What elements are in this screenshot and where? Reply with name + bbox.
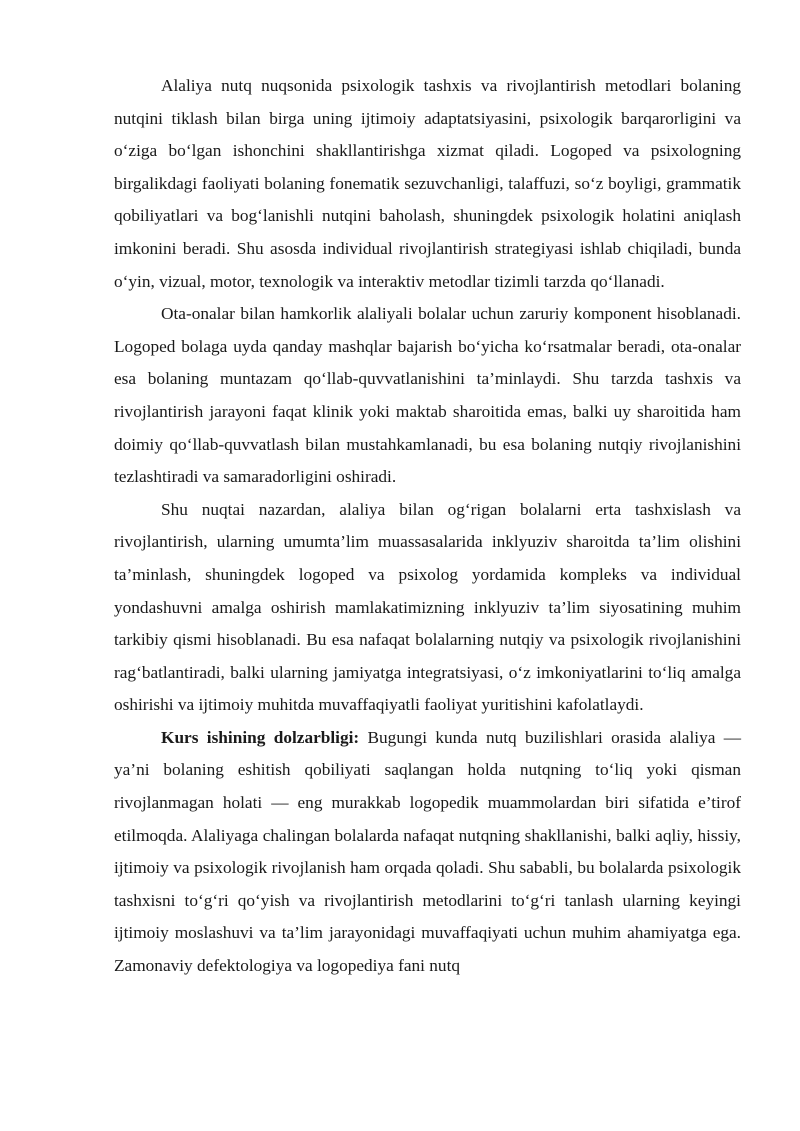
document-page bbox=[114, 70, 741, 983]
relevance-text: Bugungi kunda nutq buzilishlari orasida alaliya — ya’ni bolaning eshitish qobiliyati saqlangan holda nutqning to‘liq yoki qisman rivojlanmagan holati — eng murakkab logopedik muammolardan biri sifatida e’tirof etilmoqda. Alaliyaga chalingan bolalarda nafaqat nutqning shakllanishi, balki aqliy, hissiy, ijtimoiy va psixologik rivojlanish ham orqada qoladi. Shu sababli, bu bolalarda psixologik tashxisni to‘g‘ri qo‘yish va rivojlantirish metodlarini to‘g‘ri tanlash ularning keyingi ijtimoiy moslashuvi va ta’lim jarayonidagi muvaffaqiyati uchun muhim ahamiyatga ega. Zamonaviy defektologiya va logopediya fani nutq bbox=[114, 727, 741, 976]
paragraph-diagnosis-methods: Alaliya nutq nuqsonida psixologik tashxis va rivojlantirish metodlari bolaning nutqini tiklash bilan birga uning ijtimoiy adaptatsiyasini, psixologik barqarorligini va o‘ziga bo‘lgan ishonchini shakllantirishga xizmat qiladi. Logoped va psixologning birgalikdagi faoliyati bolaning fonematik sezuvchanligi, talaffuzi, so‘z boyligi, grammatik qobiliyatlari va bog‘lanishli nutqini baholash, shuningdek psixologik holatini aniqlash imkonini beradi. Shu asosda individual rivojlantirish strategiyasi ishlab chiqiladi, bunda o‘yin, vizual, motor, texnologik va interaktiv metodlar tizimli tarzda qo‘llanadi. bbox=[114, 76, 741, 291]
paragraph-inclusive-education: Shu nuqtai nazardan, alaliya bilan og‘rigan bolalarni erta tashxislash va rivojlantirish, ularning umumta’lim muassasalarida inklyuziv sharoitda ta’lim olishini ta’minlash, shuningdek logoped va psixolog yordamida kompleks va individual yondashuvni amalga oshirish mamlakatimizning inklyuziv ta’lim siyosatining muhim tarkibiy qismi hisoblanadi. Bu esa nafaqat bolalarning nutqiy va psixologik rivojlanishini rag‘batlantiradi, balki ularning jamiyatga integratsiyasi, o‘z imkoniyatlarini to‘liq amalga oshirishi va ijtimoiy muhitda muvaffaqiyatli faoliyat yuritishini kafolatlaydi. bbox=[114, 499, 741, 715]
paragraph-parent-cooperation: Ota-onalar bilan hamkorlik alaliyali bolalar uchun zaruriy komponent hisoblanadi. Logoped bolaga uyda qanday mashqlar bajarish bo‘yicha ko‘rsatmalar beradi, ota-onalar esa bolaning muntazam qo‘llab-quvvatlanishini ta’minlaydi. Shu tarzda tashxis va rivojlantirish jarayoni faqat klinik yoki maktab sharoitida emas, balki uy sharoitida ham doimiy qo‘llab-quvvatlash bilan mustahkamlanadi, bu esa bolaning nutqiy rivojlanishini tezlashtiradi va samaradorligini oshiradi. bbox=[114, 304, 741, 487]
paragraph-relevance bbox=[114, 722, 741, 983]
relevance-heading: Kurs ishining dolzarbligi: bbox=[161, 727, 360, 747]
